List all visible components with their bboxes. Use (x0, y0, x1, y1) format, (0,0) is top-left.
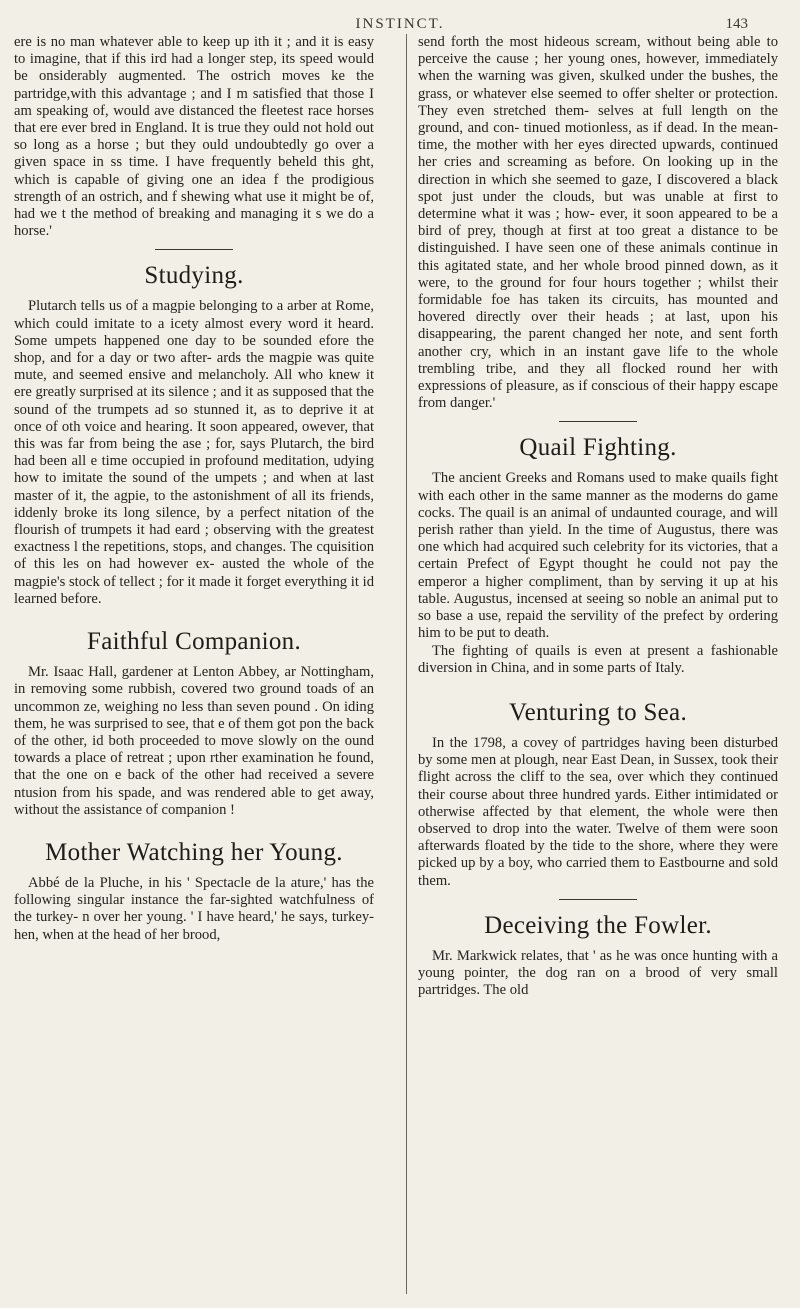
section-body-mother: Abbé de la Pluche, in his ' Spectacle de la ature,' has the following singular instance the far-sighted watchfulness of the turkey- n over her young. ' I have heard,' he says, turkey-hen, when at the head of her brood, (14, 874, 374, 943)
page-number: 143 (725, 16, 748, 32)
left-column (14, 34, 374, 944)
continued-paragraph-right: send forth the most hideous scream, without being able to perceive the cause ; her young ones, however, immediately when the warning was given, skulked under the bushes, the grass, or whatever else seemed to offer shelter or protection. They even stretched them- selves at full length on the ground, and con- tinued motionless, as if dead. In the mean- time, the mother with her eyes directed upwards, continued her cries and screaming as before. On looking up in the direction in which she seemed to gaze, I discovered a black spot just under the clouds, but was unable at first to determine what it was ; how- ever, it soon appeared to be a bird of prey, though at first at too great a distance to be distinguished. I have seen one of these animals continue in this agitated state, and her whole brood pinned down, as it were, to the ground for four hours together ; whilst their formidable foe has taken its circuits, has mounted and hovered directly over their heads ; at last, upon his disappearing, the parent changed her note, and sent forth another cry, which in an instant gave life to the whole trembling tribe, and they all flocked round her with expressions of pleasure, as if conscious of their happy escape from danger.' (418, 34, 778, 412)
section-title-studying: Studying. (144, 262, 244, 290)
section-body-quail-2: The fighting of quails is even at present a fashionable diversion in China, and in some parts of Italy. (418, 642, 778, 676)
section-title-companion: Faithful Companion. (86, 628, 302, 656)
section-title-fowler: Deceiving the Fowler. (484, 911, 712, 939)
section-title-sea: Venturing to Sea. (509, 698, 687, 726)
section-rule (155, 249, 233, 250)
section-body-quail-1: The ancient Greeks and Romans used to make quails fight with each other in the same manner as the moderns do game cocks. The quail is an animal of undaunted courage, and will perish rather than yield. In the time of Augustus, there was one which had acquired such celebrity for its victories, that a certain Prefect of Egypt thought he could not pay the emperor a higher compliment, than by serving it up at his table. Augustus, incensed at seeing so noble an animal put to so base a use, repaid the servility of the prefect by ordering him to be put to death. (418, 470, 778, 642)
section-body-fowler: Mr. Markwick relates, that ' as he was once hunting with a young pointer, the dog ran on a brood of very small partridges. The old (418, 947, 778, 999)
section-title-quail: Quail Fighting. (519, 434, 677, 462)
section-title-mother: Mother Watching her Young. (45, 838, 343, 866)
continued-paragraph: ere is no man whatever able to keep up ith it ; and it is easy to imagine, that if this ird had a longer step, its speed would be onsiderably augmented. The ostrich moves ke the partridge,with this advantage ; and I m satisfied that those I am speaking of, would ave distanced the fleetest race horses that ere ever bred in England. It is true they ould not hold out so long as a horse ; but they ould undoubtedly go over a given space in ss time. I have frequently beheld this ght, which is capable of giving one an idea f the prodigious strength of an ostrich, and f shewing what use it might be of, had we t the method of breaking and managing it s we do a horse.' (14, 34, 374, 240)
section-body-sea: In the 1798, a covey of partridges having been disturbed by some men at plough, near East Dean, in Sussex, took their flight across the cliff to the sea, over which they continued their course about three hundred yards. Either intimidated or otherwise affected by that element, the whole were then observed to drop into the water. Twelve of them were soon afterwards floated by the tide to the shore, where they were picked up by a boy, who carried them to Eastbourne and sold them. (418, 734, 778, 889)
section-rule (559, 899, 637, 900)
right-column (418, 34, 778, 999)
section-rule (559, 421, 637, 422)
running-head: INSTINCT. (355, 16, 445, 32)
section-body-studying: Plutarch tells us of a magpie belonging to a arber at Rome, which could imitate to a icety almost every word it heard. Some umpets happened one day to be sounded efore the shop, and for a day or two after- ards the magpie was quite mute, and seemed ensive and melancholy. All who knew it ere greatly surprised at its silence ; and it as supposed that the sound of the trumpets ad so stunned it, as to deprive it at once of oth voice and hearing. It soon appeared, owever, that this was far from being the ase ; for, says Plutarch, the bird had been all e time occupied in profound meditation, udying how to imitate the sound of the umpets ; and when at last master of it, the agpie, to the astonishment of all its friends, iddenly broke its long silence, by a perfect nitation of the flourish of trumpets it had eard ; observing with the greatest exactness l the repetitions, stops, and changes. The cquisition of this les on had however ex- austed the whole of the magpie's stock of tellect ; for it made it forget everything it id learned before. (14, 298, 374, 607)
column-divider (406, 34, 407, 1294)
section-body-companion: Mr. Isaac Hall, gardener at Lenton Abbey, ar Nottingham, in removing some rubbish, covered two ground toads of an uncommon ze, weighing no less than seven pound . On iding them, he was surprised to see, that e of them got pon the back of the other, id both proceeded to move slowly on the ound towards a place of retreat ; upon rther examination he found, that the one on e back of the other had received a severe ntusion from his spade, and was rendered able to get away, without the assistance of companion ! (14, 664, 374, 818)
